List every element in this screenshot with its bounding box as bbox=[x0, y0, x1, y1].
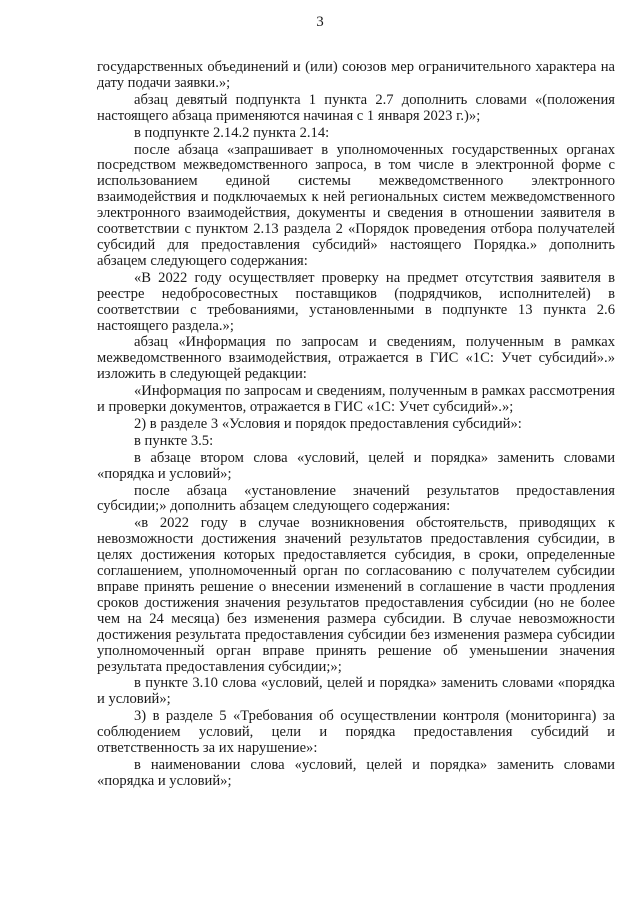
paragraph: в пункте 3.10 слова «условий, целей и порядка» заменить словами «порядка и условий»; bbox=[97, 675, 615, 708]
paragraph: абзац девятый подпункта 1 пункта 2.7 дополнить словами «(положения настоящего абзаца применяются начиная с 1 января 2023 г.)»; bbox=[97, 91, 615, 124]
paragraph: 3) в разделе 5 «Требования об осуществлении контроля (мониторинга) за соблюдением условий, цели и порядка предоставления субсидий и ответственность за их нарушение»: bbox=[97, 708, 615, 757]
paragraph: «В 2022 году осуществляет проверку на предмет отсутствия заявителя в реестре недобросовестных поставщиков (подрядчиков, исполнителей) в соответствии с требованиями, установленными в подпункте 13 пункта 2.6 настоящего раздела.»; bbox=[97, 269, 615, 334]
paragraph: в наименовании слова «условий, целей и порядка» заменить словами «порядка и условий»; bbox=[97, 756, 615, 789]
paragraph: в абзаце втором слова «условий, целей и порядка» заменить словами «порядка и условий»; bbox=[97, 449, 615, 482]
paragraph: «в 2022 году в случае возникновения обстоятельств, приводящих к невозможности достижения значений результатов предоставления субсидии, в целях достижения которых предоставляется субсидия, в сроки, определенные соглашением, уполномоченный орган по согласованию с получателем субсидии вправе принять решение о внесении изменений в соглашение в части продления сроков достижения значения результатов предоставления субсидии (но не более чем на 24 месяца) без изменения размера субсидии. В случае невозможности достижения результата предоставления субсидии без изменения размера субсидии уполномоченный орган вправе принять решение об уменьшении значения результата предоставления субсидии;»; bbox=[97, 515, 615, 675]
paragraph: государственных объединений и (или) союзов мер ограничительного характера на дату подачи заявки.»; bbox=[97, 59, 615, 91]
document-body bbox=[97, 60, 615, 790]
page-number: 3 bbox=[316, 14, 324, 30]
paragraph: 2) в разделе 3 «Условия и порядок предоставления субсидий»: bbox=[134, 415, 522, 432]
paragraph: в подпункте 2.14.2 пункта 2.14: bbox=[134, 124, 330, 141]
paragraph: «Информация по запросам и сведениям, полученным в рамках рассмотрения и проверки документов, отражается в ГИС «1С: Учет субсидий».»; bbox=[97, 383, 615, 416]
paragraph: после абзаца «установление значений результатов предоставления субсидии;» дополнить абзацем следующего содержания: bbox=[97, 482, 615, 515]
paragraph: в пункте 3.5: bbox=[134, 432, 214, 449]
paragraph: после абзаца «запрашивает в уполномоченных государственных органах посредством межведомственного запроса, в том числе в электронной форме с использованием единой системы межведомственного электронного взаимодействия и подключаемых к ней региональных систем межведомственного электронного взаимодействия, документы и сведения в отношении заявителя в соответствии с пунктом 2.13 раздела 2 «Порядок проведения отбора получателей субсидий для предоставления субсидий» настоящего Порядка.» дополнить абзацем следующего содержания: bbox=[97, 141, 615, 269]
paragraph: абзац «Информация по запросам и сведениям, полученным в рамках межведомственного взаимодействия, отражается в ГИС «1С: Учет субсидий».» изложить в следующей редакции: bbox=[97, 334, 615, 383]
